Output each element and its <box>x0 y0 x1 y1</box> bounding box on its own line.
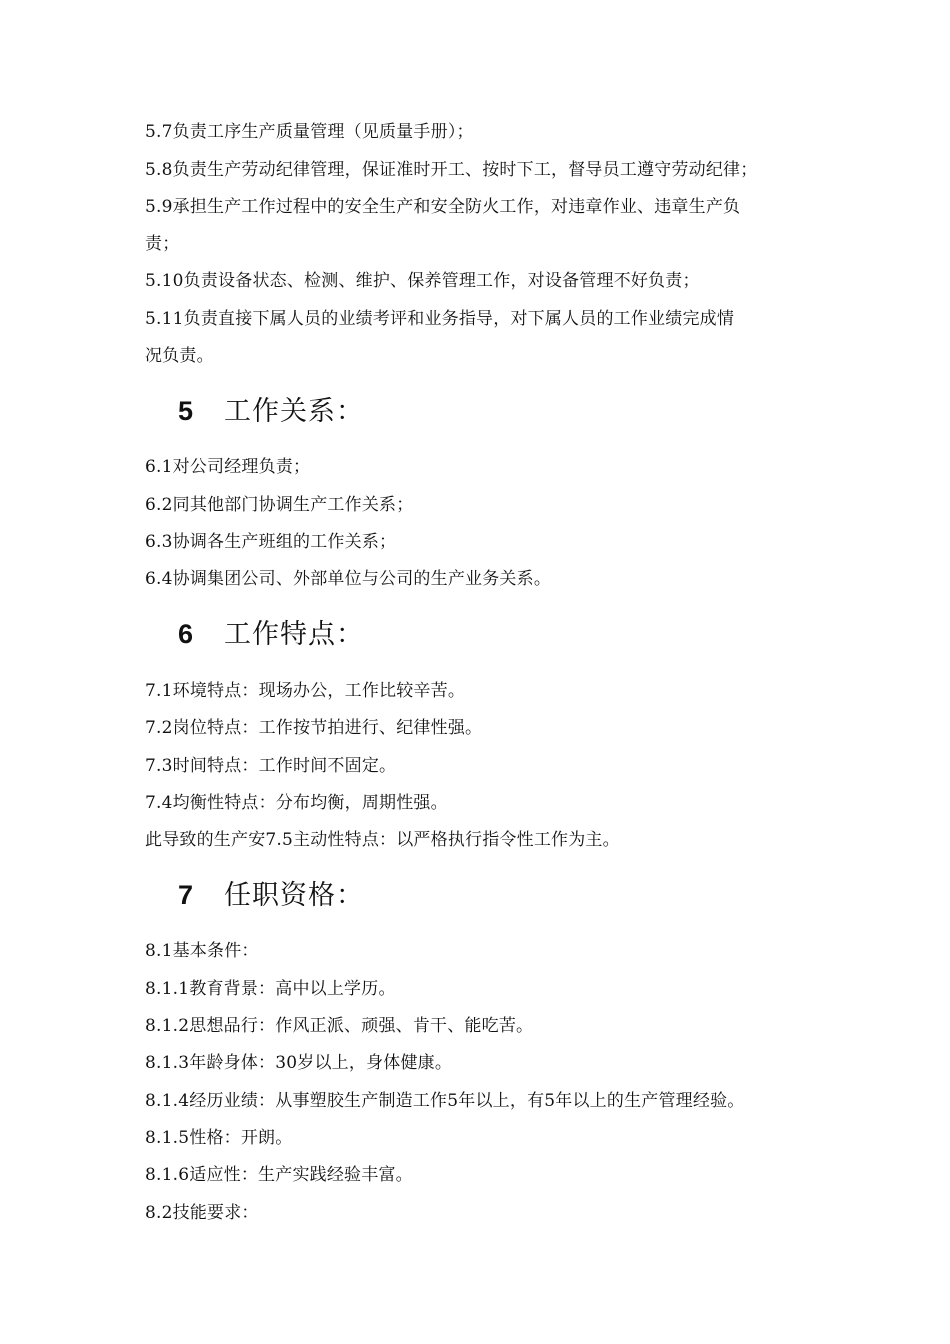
section-title: 任职资格： <box>224 880 364 911</box>
paragraph-line: 5.11负责直接下属人员的业绩考评和业务指导，对下属人员的工作业绩完成情 <box>145 309 735 329</box>
paragraph-line: 6.3协调各生产班组的工作关系； <box>145 532 397 552</box>
section-title: 工作特点： <box>224 619 364 650</box>
section-heading <box>178 617 364 652</box>
paragraph-line: 7.4均衡性特点：分布均衡，周期性强。 <box>145 793 448 813</box>
paragraph-line: 6.2同其他部门协调生产工作关系； <box>145 495 414 515</box>
paragraph-line: 5.7负责工序生产质量管理（见质量手册）； <box>145 122 474 142</box>
section-number: 6 <box>178 619 194 649</box>
section-title: 工作关系： <box>224 396 364 427</box>
paragraph-line: 6.4协调集团公司、外部单位与公司的生产业务关系。 <box>145 569 552 589</box>
paragraph-line: 5.9承担生产工作过程中的安全生产和安全防火工作，对违章作业、违章生产负 <box>145 197 741 217</box>
paragraph-line: 8.1.1教育背景：高中以上学历。 <box>145 979 396 999</box>
paragraph-line: 8.1.5性格：开朗。 <box>145 1128 293 1148</box>
paragraph-line: 8.1.3年龄身体：30岁以上，身体健康。 <box>145 1053 453 1073</box>
paragraph-line: 6.1对公司经理负责； <box>145 457 311 477</box>
section-heading <box>178 878 364 913</box>
paragraph-line: 5.8负责生产劳动纪律管理，保证准时开工、按时下工，督导员工遵守劳动纪律； <box>145 160 758 180</box>
paragraph-line: 8.1基本条件： <box>145 941 259 961</box>
section-number: 7 <box>178 880 194 910</box>
paragraph-line: 况负责。 <box>145 346 214 366</box>
paragraph-line: 7.3时间特点：工作时间不固定。 <box>145 756 397 776</box>
paragraph-line: 责； <box>145 234 180 254</box>
section-heading <box>178 394 364 429</box>
paragraph-line: 8.1.6适应性：生产实践经验丰富。 <box>145 1165 413 1185</box>
paragraph-line: 7.1环境特点：现场办公，工作比较辛苦。 <box>145 681 466 701</box>
section-number: 5 <box>178 396 194 426</box>
paragraph-line: 8.2技能要求： <box>145 1203 259 1223</box>
paragraph-line: 5.10负责设备状态、检测、维护、保养管理工作，对设备管理不好负责； <box>145 271 700 291</box>
paragraph-line: 7.2岗位特点：工作按节拍进行、纪律性强。 <box>145 718 483 738</box>
paragraph-line: 此导致的生产安7.5主动性特点：以严格执行指令性工作为主。 <box>145 830 620 850</box>
paragraph-line: 8.1.4经历业绩：从事塑胶生产制造工作5年以上，有5年以上的生产管理经验。 <box>145 1091 745 1111</box>
paragraph-line: 8.1.2思想品行：作风正派、顽强、肯干、能吃苦。 <box>145 1016 534 1036</box>
